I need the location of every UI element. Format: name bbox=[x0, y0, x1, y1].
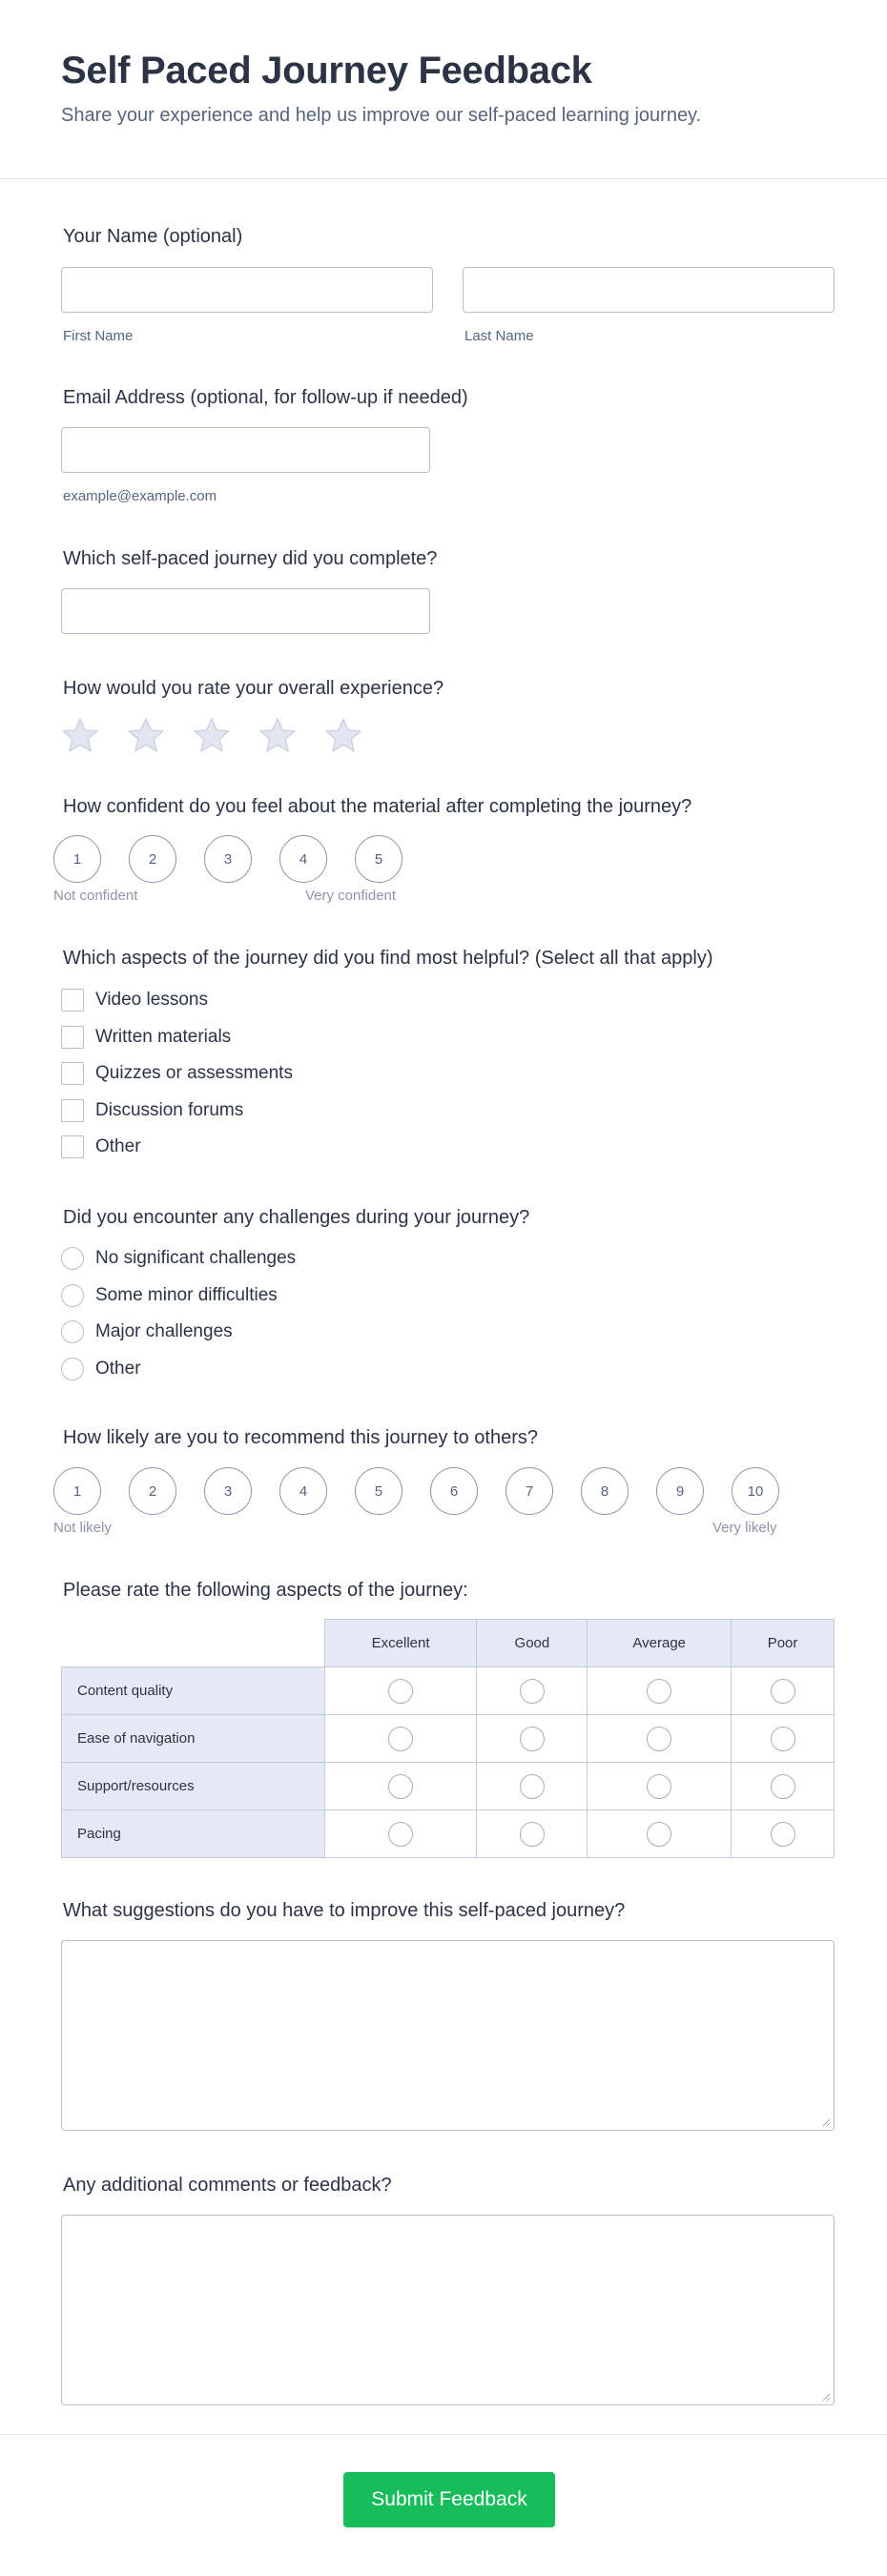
helpful-option[interactable] bbox=[61, 1098, 243, 1123]
matrix-cell bbox=[732, 1667, 835, 1715]
matrix-row-label: Ease of navigation bbox=[62, 1715, 325, 1763]
recommend-scale-option[interactable]: 8 bbox=[581, 1467, 629, 1515]
helpful-option-label: Written materials bbox=[95, 1026, 232, 1047]
challenges-option[interactable] bbox=[61, 1283, 278, 1308]
matrix-cell bbox=[732, 1715, 835, 1763]
matrix-cell bbox=[732, 1763, 835, 1810]
matrix-cell bbox=[588, 1715, 732, 1763]
helpful-label: Which aspects of the journey did you find most helpful? (Select all that apply) bbox=[63, 948, 713, 969]
matrix-cell bbox=[588, 1667, 732, 1715]
matrix-cell bbox=[477, 1715, 588, 1763]
matrix-row-label: Support/resources bbox=[62, 1763, 325, 1810]
matrix-radio-button[interactable] bbox=[388, 1679, 413, 1704]
email-label: Email Address (optional, for follow-up if needed) bbox=[63, 387, 468, 408]
challenges-option[interactable] bbox=[61, 1357, 141, 1381]
helpful-option-label: Other bbox=[95, 1136, 141, 1156]
recommend-scale-option[interactable]: 7 bbox=[505, 1467, 553, 1515]
matrix-radio-button[interactable] bbox=[771, 1727, 795, 1751]
matrix-corner bbox=[62, 1620, 325, 1667]
last-name-input[interactable] bbox=[463, 267, 835, 313]
matrix-cell bbox=[477, 1667, 588, 1715]
matrix-row bbox=[62, 1715, 835, 1763]
matrix-row bbox=[62, 1763, 835, 1810]
form-subtitle: Share your experience and help us improve our self-paced learning journey. bbox=[61, 105, 702, 126]
matrix-cell bbox=[588, 1763, 732, 1810]
email-sublabel: example@example.com bbox=[63, 488, 217, 504]
recommend-scale-option[interactable]: 10 bbox=[732, 1467, 779, 1515]
matrix-radio-button[interactable] bbox=[771, 1822, 795, 1847]
matrix-cell bbox=[477, 1810, 588, 1858]
checkbox[interactable] bbox=[61, 1135, 84, 1158]
checkbox[interactable] bbox=[61, 1062, 84, 1085]
challenges-option[interactable] bbox=[61, 1319, 233, 1344]
form-title: Self Paced Journey Feedback bbox=[61, 50, 592, 92]
matrix-cell bbox=[324, 1810, 477, 1858]
star-icon[interactable] bbox=[127, 717, 165, 755]
matrix-cell bbox=[477, 1763, 588, 1810]
star-icon[interactable] bbox=[258, 717, 297, 755]
matrix-radio-button[interactable] bbox=[520, 1774, 545, 1799]
matrix-row-label: Content quality bbox=[62, 1667, 325, 1715]
rating-label: How would you rate your overall experience? bbox=[63, 678, 444, 699]
matrix-cell bbox=[324, 1667, 477, 1715]
resize-handle-icon[interactable] bbox=[821, 2392, 831, 2402]
recommend-scale-option[interactable]: 2 bbox=[129, 1467, 176, 1515]
star-icon[interactable] bbox=[324, 717, 362, 755]
confidence-scale-option[interactable]: 2 bbox=[129, 835, 176, 883]
matrix-radio-button[interactable] bbox=[520, 1679, 545, 1704]
form-header bbox=[0, 0, 887, 179]
matrix-radio-button[interactable] bbox=[771, 1679, 795, 1704]
checkbox[interactable] bbox=[61, 1099, 84, 1122]
matrix-cell bbox=[324, 1715, 477, 1763]
name-label: Your Name (optional) bbox=[63, 226, 243, 247]
recommend-max-caption: Very likely bbox=[712, 1520, 777, 1536]
suggestions-textarea[interactable] bbox=[61, 1940, 835, 2131]
helpful-option-label: Video lessons bbox=[95, 990, 208, 1010]
confidence-max-caption: Very confident bbox=[305, 888, 397, 904]
checkbox[interactable] bbox=[61, 1026, 84, 1049]
matrix-radio-button[interactable] bbox=[647, 1822, 671, 1847]
matrix-radio-button[interactable] bbox=[520, 1822, 545, 1847]
suggestions-label: What suggestions do you have to improve this self-paced journey? bbox=[63, 1900, 626, 1921]
star-icon[interactable] bbox=[193, 717, 231, 755]
matrix-radio-button[interactable] bbox=[388, 1822, 413, 1847]
first-name-input[interactable] bbox=[61, 267, 433, 313]
matrix-radio-button[interactable] bbox=[647, 1679, 671, 1704]
matrix-cell bbox=[588, 1810, 732, 1858]
matrix-radio-button[interactable] bbox=[771, 1774, 795, 1799]
journey-input[interactable] bbox=[61, 588, 430, 634]
journey-label: Which self-paced journey did you complete? bbox=[63, 548, 438, 569]
helpful-option[interactable] bbox=[61, 1025, 231, 1050]
recommend-scale-option[interactable]: 5 bbox=[355, 1467, 402, 1515]
matrix-radio-button[interactable] bbox=[647, 1727, 671, 1751]
radio-button[interactable] bbox=[61, 1358, 84, 1380]
email-input[interactable] bbox=[61, 427, 430, 473]
checkbox[interactable] bbox=[61, 989, 84, 1012]
challenges-option-label: No significant challenges bbox=[95, 1248, 297, 1268]
challenges-option-label: Major challenges bbox=[95, 1321, 233, 1341]
confidence-scale-option[interactable]: 3 bbox=[204, 835, 252, 883]
last-name-sublabel: Last Name bbox=[464, 328, 534, 344]
helpful-option[interactable] bbox=[61, 988, 208, 1012]
matrix-row-label: Pacing bbox=[62, 1810, 325, 1858]
submit-button[interactable]: Submit Feedback bbox=[343, 2472, 555, 2527]
radio-button[interactable] bbox=[61, 1247, 84, 1270]
star-icon[interactable] bbox=[61, 717, 99, 755]
radio-button[interactable] bbox=[61, 1284, 84, 1307]
confidence-scale-option[interactable]: 1 bbox=[53, 835, 101, 883]
helpful-option-label: Discussion forums bbox=[95, 1099, 244, 1120]
recommend-scale-option[interactable]: 6 bbox=[430, 1467, 478, 1515]
helpful-option[interactable] bbox=[61, 1061, 293, 1086]
challenges-option-label: Other bbox=[95, 1358, 141, 1379]
resize-handle-icon[interactable] bbox=[821, 2117, 831, 2127]
helpful-option[interactable] bbox=[61, 1135, 141, 1159]
matrix-header-row bbox=[62, 1620, 835, 1667]
matrix-label: Please rate the following aspects of the journey: bbox=[63, 1580, 468, 1601]
first-name-sublabel: First Name bbox=[63, 328, 134, 344]
radio-button[interactable] bbox=[61, 1320, 84, 1343]
confidence-label: How confident do you feel about the material after completing the journey? bbox=[63, 796, 692, 817]
matrix-radio-button[interactable] bbox=[388, 1727, 413, 1751]
recommend-min-caption: Not likely bbox=[53, 1520, 112, 1536]
helpful-option-label: Quizzes or assessments bbox=[95, 1063, 293, 1083]
confidence-scale-option[interactable]: 4 bbox=[279, 835, 327, 883]
matrix-cell bbox=[732, 1810, 835, 1858]
matrix-radio-button[interactable] bbox=[388, 1774, 413, 1799]
matrix-row bbox=[62, 1667, 835, 1715]
comments-textarea[interactable] bbox=[61, 2215, 835, 2405]
matrix-column-header: Good bbox=[477, 1620, 588, 1667]
recommend-scale-option[interactable]: 4 bbox=[279, 1467, 327, 1515]
comments-label: Any additional comments or feedback? bbox=[63, 2175, 392, 2196]
recommend-scale-option[interactable]: 9 bbox=[656, 1467, 704, 1515]
challenges-option-label: Some minor difficulties bbox=[95, 1284, 278, 1305]
matrix-column-header: Poor bbox=[732, 1620, 835, 1667]
footer-divider bbox=[0, 2434, 887, 2435]
confidence-min-caption: Not confident bbox=[53, 888, 138, 904]
matrix-radio-button[interactable] bbox=[647, 1774, 671, 1799]
recommend-scale-option[interactable]: 3 bbox=[204, 1467, 252, 1515]
challenges-option[interactable] bbox=[61, 1246, 296, 1271]
matrix-radio-button[interactable] bbox=[520, 1727, 545, 1751]
recommend-label: How likely are you to recommend this journey to others? bbox=[63, 1427, 539, 1448]
confidence-scale-option[interactable]: 5 bbox=[355, 835, 402, 883]
recommend-scale-option[interactable]: 1 bbox=[53, 1467, 101, 1515]
matrix-row bbox=[62, 1810, 835, 1858]
matrix-cell bbox=[324, 1763, 477, 1810]
matrix-column-header: Average bbox=[588, 1620, 732, 1667]
challenges-label: Did you encounter any challenges during your journey? bbox=[63, 1207, 530, 1228]
rating-matrix bbox=[61, 1619, 835, 1858]
matrix-column-header: Excellent bbox=[324, 1620, 477, 1667]
